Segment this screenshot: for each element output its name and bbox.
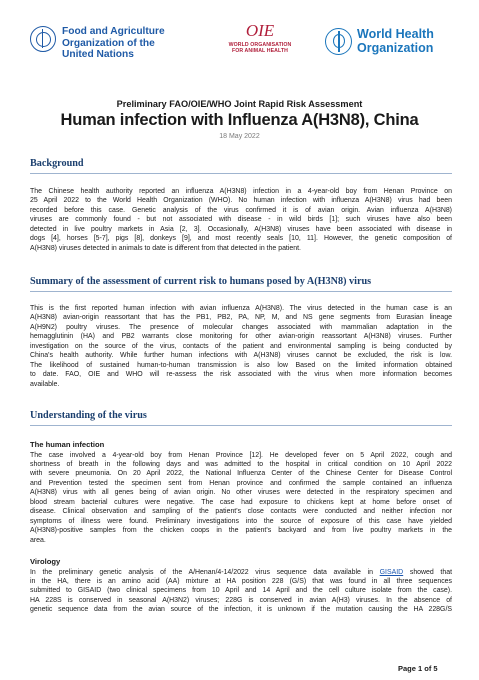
- text-line: A(H3N8) viruses detected in animals to date is different from that detected in the patient.: [30, 244, 301, 252]
- text-line: area.: [30, 536, 46, 544]
- fao-emblem-icon: [30, 26, 56, 52]
- who-name: [357, 28, 434, 55]
- text-line: genetic sequence data from the avian source of the infection, it is unknown if the mutation causing the HA 228G/S: [30, 606, 452, 614]
- text-line: hemagglutinin (HA) and PB2 warrants close monitoring for other avian-origin reassortant A(H3N8) viruses. Further: [30, 333, 452, 341]
- who-logo: [325, 28, 434, 55]
- text-line: A(H3N8) avian-origin reassortant that has the PB1, PB2, PA, NP, M, and NS gene segments from Eurasian lineage: [30, 314, 452, 322]
- text-line: 25 April 2022 to the World Health Organization (WHO). No human infection with influenza A(H3N8) virus had been: [30, 197, 452, 205]
- text-line: A(H3N8)-positive samples from the chicken coops in the patient's backyard and from live poultry markets in the: [30, 527, 452, 535]
- who-name-line: World Health: [357, 27, 434, 41]
- summary-paragraph: [30, 304, 452, 389]
- text-line: with severe pneumonia. On 20 April 2022, the National Influenza Center of the Chinese Center for Disease Control: [30, 470, 452, 478]
- text-line: This is the first reported human infection with avian influenza A(H3N8). The virus detected in the human case is an: [30, 305, 452, 312]
- text-line: [30, 568, 452, 577]
- text-line: shortness of breath in the following days and was admitted to the hospital in critical condition on 10 April 2022: [30, 460, 452, 468]
- text-line: available.: [30, 380, 60, 388]
- text-line: China's health authority. While further human infections with A(H3N8) viruses cannot be excluded, the risk is low.: [30, 352, 452, 360]
- fao-name-line: Food and Agriculture: [62, 26, 165, 37]
- text-line: A(H9N2) poultry viruses. The presence of molecular changes associated with mammalian adaptation in the: [30, 323, 452, 331]
- text-line: symptoms of illness were found. Preliminary investigations into the source of exposure of this case have yielded: [30, 517, 452, 525]
- background-section: [30, 158, 452, 253]
- text-line: HA 228S is conserved in seasonal A(H3N2) viruses; 228G is conserved in avian A(H3) viruses. In the absence of: [30, 596, 452, 604]
- oie-name-line: WORLD ORGANISATION: [228, 42, 292, 48]
- text-line: The likelihood of sustained human-to-human transmission is also low Based on the limited information obtained: [30, 361, 452, 369]
- fao-logo: [30, 26, 165, 61]
- summary-section: [30, 276, 452, 389]
- human-infection-heading: The human infection: [30, 440, 105, 449]
- document-kicker: Preliminary FAO/OIE/WHO Joint Rapid Risk Assessment: [116, 99, 363, 109]
- text-fragment: In the preliminary genetic analysis of the A/Henan/4-14/2022 virus sequence data available in: [30, 568, 380, 576]
- background-paragraph: [30, 187, 452, 253]
- fao-name: [62, 26, 165, 61]
- oie-logo: [222, 22, 298, 54]
- human-infection-paragraph: [30, 451, 452, 546]
- gisaid-link[interactable]: GISAID: [379, 568, 404, 576]
- who-emblem-icon: [325, 28, 352, 55]
- text-line: and Prevention tested the specimen sent from Henan province and confirmed the sample contained an influenza: [30, 479, 452, 487]
- background-heading: Background: [30, 158, 452, 174]
- document-title: Human infection with Influenza A(H3N8), China: [60, 111, 419, 129]
- page-number: Page 1 of 5: [398, 664, 438, 673]
- text-line: The Chinese health authority reported an influenza A(H3N8) infection in a 4-year-old boy from Henan Province on: [30, 188, 452, 195]
- text-line: recorded before this case. Genetic analysis of the virus confirmed it is of avian origin. Avian influenza A(H3N8): [30, 206, 452, 214]
- text-line: in the HA, there is an amino acid (AA) mixture at HA position 228 (G/S) that was found in all three sequences: [30, 577, 452, 585]
- text-line: The case involved a 4-year-old boy from Henan Province [12]. He developed fever on 5 April 2022, cough and: [30, 451, 452, 459]
- document-date: 18 May 2022: [219, 133, 260, 140]
- text-line: detected in live poultry markets in Asia [2, 3]. Occasionally, A(H3N8) viruses have been associated with disease in: [30, 225, 452, 233]
- fao-name-line: Organization of the: [62, 37, 155, 49]
- virology-heading: Virology: [30, 557, 61, 567]
- who-name-line: Organization: [357, 40, 434, 55]
- text-line: submitted to GISAID (two clinical specimens from 10 April and 14 April and the cell culture isolate from the case).: [30, 587, 452, 595]
- fao-name-line: United Nations: [62, 49, 134, 60]
- text-line: A(H3N8) virus with all genes being of avian origin. No other viruses were detected in the respiratory specimen and: [30, 489, 452, 497]
- oie-name-line: FOR ANIMAL HEALTH: [231, 48, 289, 55]
- oie-mark: OIE: [245, 21, 275, 40]
- text-line: investigation on the source of the virus, contacts of the patient and environmental sampling is being conducted by: [30, 342, 452, 350]
- text-line: viruses are commonly found - but not associated with disease - in wild birds [1]; such viruses have also been: [30, 216, 452, 224]
- text-line: disease. Clinical observation and sampling of the patient's close contacts were conducted and neither infection nor: [30, 508, 452, 516]
- oie-name: [222, 42, 298, 54]
- text-fragment: showed that: [403, 568, 452, 576]
- text-line: dogs [4], horses [5-7], pigs [8], donkeys [9], and most recently seals [10, 11]. However, the genetic composition of: [30, 235, 452, 243]
- logo-bar: [30, 22, 455, 72]
- virology-paragraph: [30, 568, 452, 615]
- text-line: to date. FAO, OIE and WHO will re-assess the risk associated with the virus when more information becomes: [30, 371, 452, 379]
- understanding-section: [30, 410, 452, 615]
- text-line: blood stream bacterial cultures were negative. The case had exposure to chickens kept at home before onset of: [30, 498, 452, 506]
- understanding-heading: Understanding of the virus: [30, 410, 452, 426]
- summary-heading: Summary of the assessment of current risk to humans posed by A(H3N8) virus: [30, 276, 452, 292]
